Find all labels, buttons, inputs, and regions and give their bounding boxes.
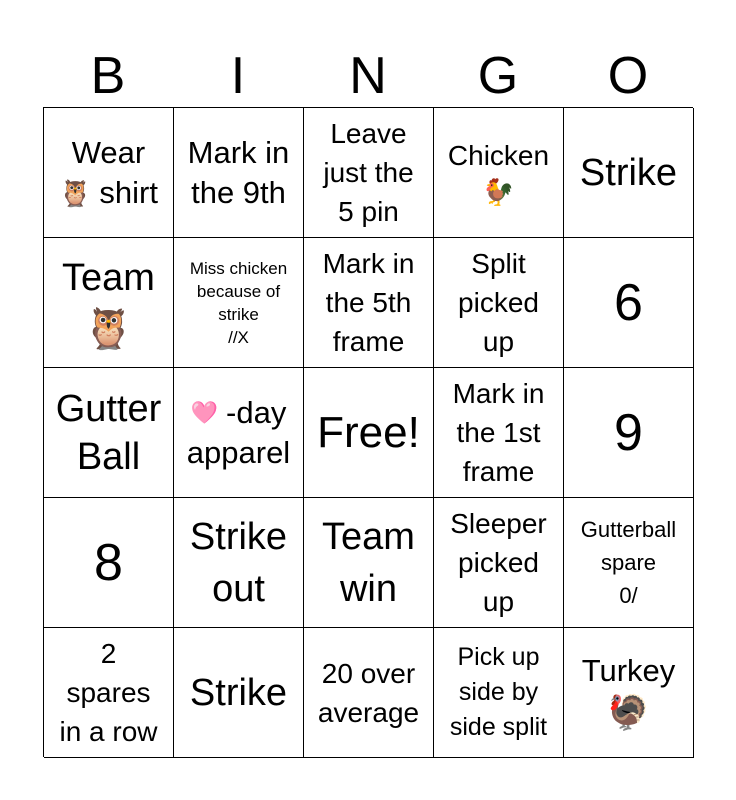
cell-free-space[interactable] (304, 368, 434, 498)
cell-text-line: shirt (99, 174, 158, 210)
cell-text-line: Chicken (447, 140, 550, 171)
cell-text-line: out (212, 567, 265, 610)
cell-text-line: spares (66, 677, 151, 708)
cell-text-line: 8 (94, 533, 123, 592)
cell-text-line: Miss chicken (189, 258, 288, 278)
cell-text-line: Gutter (55, 387, 162, 430)
cell-text-line: Leave (330, 118, 407, 149)
owl-icon: 🦉 (83, 306, 134, 351)
cell-mark-in-1st[interactable] (434, 368, 564, 498)
pink-heart-icon: 🩷 (190, 399, 219, 425)
cell-text-line: Sleeper (450, 508, 547, 539)
cell-text-line: the 9th (191, 174, 286, 210)
cell-text-line: Split (471, 248, 526, 279)
cell-text-line: Pick up (457, 643, 540, 671)
cell-2-spares-in-a-row[interactable] (44, 628, 174, 758)
cell-text-line: Strike (189, 671, 288, 714)
cell-six[interactable] (564, 238, 694, 368)
cell-side-by-side-split[interactable] (434, 628, 564, 758)
cell-text-line: spare (600, 550, 657, 575)
cell-eight[interactable] (44, 498, 174, 628)
cell-text-line: 6 (614, 273, 643, 332)
cell-text-line: Free! (317, 407, 420, 457)
cell-text-line: apparel (186, 434, 291, 470)
cell-leave-5-pin[interactable] (304, 108, 434, 238)
cell-turkey[interactable] (564, 628, 694, 758)
cell-text-line: Mark in (322, 248, 415, 279)
cell-wear-owl-shirt[interactable] (44, 108, 174, 238)
cell-team-win[interactable] (304, 498, 434, 628)
cell-text-line: Strike (189, 515, 288, 558)
bingo-board (43, 107, 693, 757)
cell-text-line: up (482, 586, 515, 617)
cell-text-line: Ball (76, 435, 141, 478)
cell-text-line: average (317, 696, 420, 728)
header-letter-n: N (349, 47, 387, 105)
cell-mark-in-5th[interactable] (304, 238, 434, 368)
cell-sleeper-picked-up[interactable] (434, 498, 564, 628)
cell-text-line: in a row (59, 716, 158, 747)
cell-text-line: strike (218, 304, 259, 324)
header-letter-b: B (90, 47, 126, 105)
rooster-icon: 🐓 (482, 177, 515, 207)
cell-text-line: up (482, 326, 515, 357)
cell-text-line: side by (458, 678, 539, 706)
header-letter-g: G (477, 47, 519, 105)
cell-mark-in-9th[interactable] (174, 108, 304, 238)
cell-text-line: because of (196, 281, 281, 301)
cell-gutterball-spare[interactable] (564, 498, 694, 628)
cell-text-line: Turkey (581, 652, 676, 688)
cell-strike[interactable] (564, 108, 694, 238)
cell-text-line: 9 (614, 403, 643, 462)
cell-text-line: frame (332, 326, 405, 357)
cell-text-line: 20 over (321, 657, 416, 689)
cell-strike[interactable] (174, 628, 304, 758)
turkey-icon: 🦃 (607, 693, 650, 732)
cell-text-line: Team (62, 256, 155, 299)
owl-icon: 🦉 (59, 177, 92, 208)
cell-text-line: Mark in (452, 378, 545, 409)
cell-text-line: picked (458, 287, 539, 318)
cell-text-line: Mark in (187, 134, 290, 170)
header-letter-o: O (607, 47, 649, 105)
cell-text-line: picked (458, 547, 539, 578)
cell-text-line: 0/ (619, 583, 638, 608)
cell-text-line: 2 (100, 638, 117, 669)
cell-text-line: //X (228, 327, 249, 347)
cell-pink-day-apparel[interactable] (174, 368, 304, 498)
cell-nine[interactable] (564, 368, 694, 498)
cell-team-owl[interactable] (44, 238, 174, 368)
cell-strike-out[interactable] (174, 498, 304, 628)
cell-miss-chicken-strike[interactable] (174, 238, 304, 368)
cell-chicken[interactable] (434, 108, 564, 238)
cell-text-line: just the (323, 157, 414, 188)
cell-gutter-ball[interactable] (44, 368, 174, 498)
cell-text-line: Strike (579, 151, 678, 194)
bingo-header (43, 44, 693, 108)
cell-text-line: the 5th (325, 287, 412, 318)
header-letter-i: I (230, 47, 246, 105)
cell-text-line: side split (449, 713, 548, 741)
cell-text-line: Team (322, 515, 415, 558)
cell-text-line: 5 pin (338, 196, 399, 227)
cell-split-picked-up[interactable] (434, 238, 564, 368)
cell-text-line: Gutterball (580, 517, 677, 542)
cell-text-line: Wear (71, 134, 146, 170)
cell-text-line: win (339, 567, 398, 610)
cell-text-line: -day (226, 394, 287, 430)
cell-text-line: the 1st (456, 417, 541, 448)
cell-text-line: frame (462, 456, 535, 487)
cell-20-over-average[interactable] (304, 628, 434, 758)
